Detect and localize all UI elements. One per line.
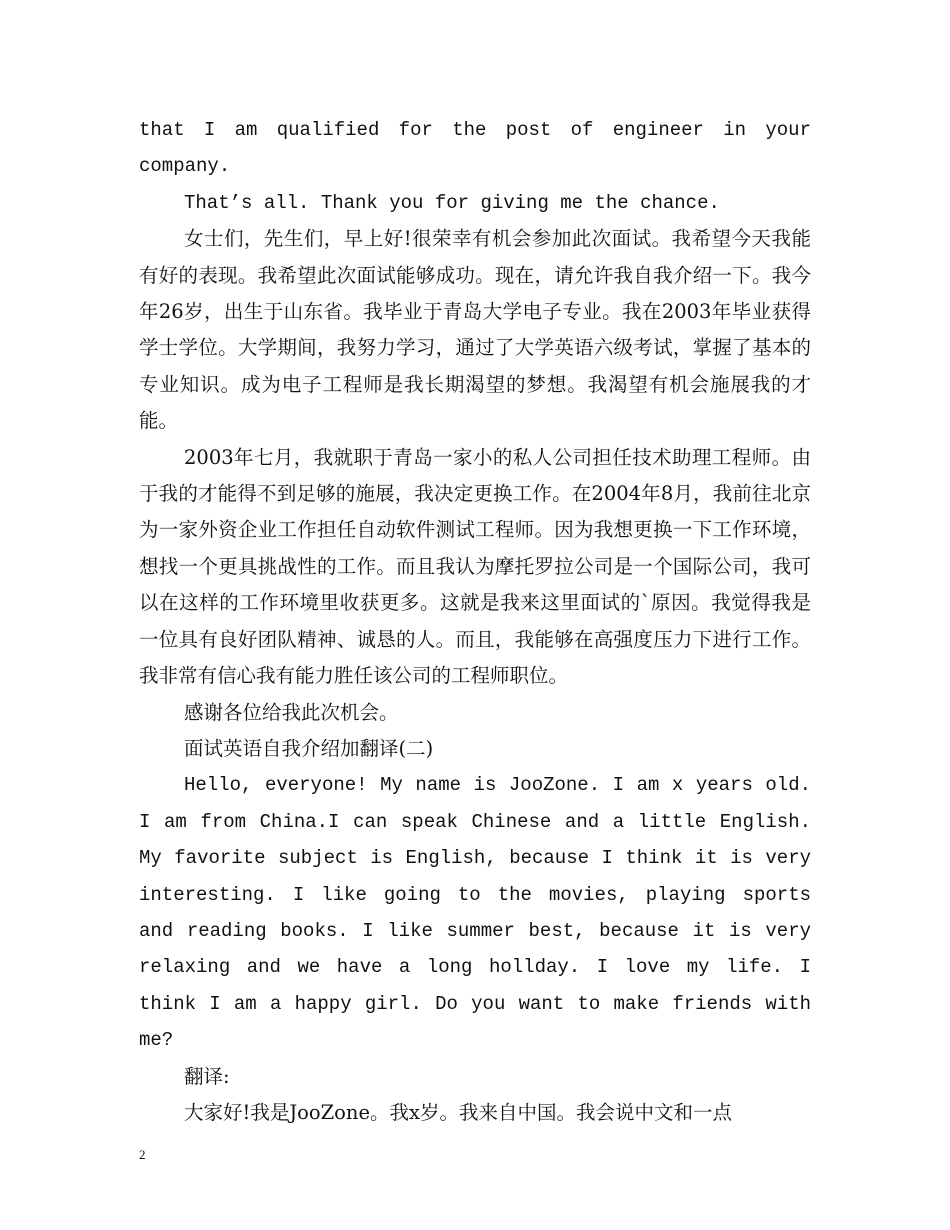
paragraph-chinese-intro: 女士们，先生们，早上好!很荣幸有机会参加此次面试。我希望今天我能有好的表现。我希望此次面试能够成功。现在，请允许我自我介绍一下。我今年26岁，出生于山东省。我毕业于青岛大学电子专业。我在2003年毕业获得学士学位。大学期间，我努力学习，通过了大学英语六级考试，掌握了基本的专业知识。成为电子工程师是我长期渴望的梦想。我渴望有机会施展我的才能。: [139, 227, 811, 433]
paragraph-english-intro: Hello, everyone! My name is JooZone. I am x years old. I am from China.I can speak Chinese and a little English. My favorite subject is English, because I think it is very interesting. I like going to the movies, playing sports and reading books. I like summer best, because it is very relaxing and we have a long hollday. I love my life. I think I am a happy girl. Do you want to make friends with me?: [139, 774, 811, 1052]
paragraph-thanks-english: That’s all. Thank you for giving me the chance.: [184, 191, 720, 214]
paragraph-chinese-thanks: 感谢各位给我此次机会。: [184, 700, 399, 724]
translation-label: 翻译:: [184, 1064, 230, 1088]
document-body: [139, 112, 811, 1131]
section-heading: 面试英语自我介绍加翻译(二): [184, 736, 434, 760]
paragraph-chinese-translation: 大家好!我是JooZone。我x岁。我来自中国。我会说中文和一点: [184, 1100, 733, 1124]
paragraph-chinese-career: 2003年七月，我就职于青岛一家小的私人公司担任技术助理工程师。由于我的才能得不到足够的施展，我决定更换工作。在2004年8月，我前往北京为一家外资企业工作担任自动软件测试工程师。因为我想更换一下工作环境，想找一个更具挑战性的工作。而且我认为摩托罗拉公司是一个国际公司，我可以在这样的工作环境里收获更多。这就是我来这里面试的`原因。我觉得我是一位具有良好团队精神、诚恳的人。而且，我能够在高强度压力下进行工作。我非常有信心我有能力胜任该公司的工程师职位。: [139, 445, 811, 688]
page-number: 2: [139, 1147, 146, 1162]
paragraph-english-closing: that I am qualified for the post of engineer in your company.: [139, 119, 811, 178]
